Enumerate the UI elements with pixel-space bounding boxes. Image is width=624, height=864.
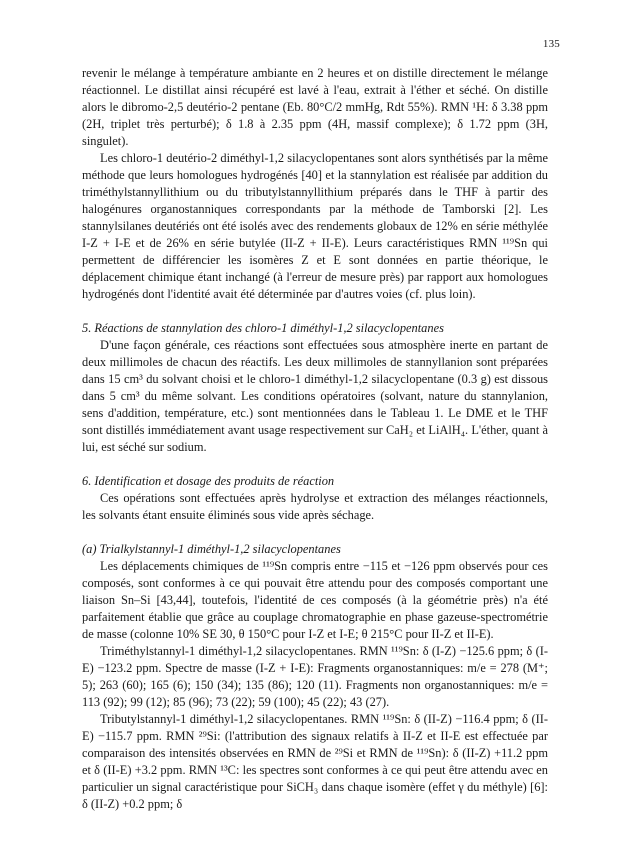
page-number: 135 [542, 38, 560, 50]
section-heading-5: 5. Réactions de stannylation des chloro-1 diméthyl-1,2 silacyclopentanes [82, 321, 444, 335]
paragraph-4: Ces opérations sont effectuées après hydrolyse et extraction des mélanges réactionnels, les solvants étant ensuite éliminés sous vide après séchage. [82, 491, 548, 522]
spacer [82, 456, 548, 463]
paragraph-7: Tributylstannyl-1 diméthyl-1,2 silacyclopentanes. RMN ¹¹⁹Sn: δ (II-Z) −116.4 ppm; δ (II-E) −115.7 ppm. RMN ²⁹Si: (l'attribution des signaux relatifs à II-Z et II-E est effectuée par comparaison des intensités observées en RMN de ²⁹Si et RMN de ¹¹⁹Sn): δ (II-Z) +11.2 ppm et δ (II-E) +3.2 ppm. RMN ¹³C: les spectres sont conformes à ce qui peut être attendu avec en particulier un signal caractéristique pour SiCH₃ dans chaque isomère (effet γ du méthyle) [6]: δ (II-Z) +0.2 ppm; δ [82, 712, 548, 811]
paragraph-6: Triméthylstannyl-1 diméthyl-1,2 silacyclopentanes. RMN ¹¹⁹Sn: δ (I-Z) −125.6 ppm; δ (I-E) −123.2 ppm. Spectre de masse (I-Z + I-E): Fragments organostanniques: m/e = 278 (M⁺; 5); 263 (60); 165 (6); 150 (34); 135 (86); 120 (11). Fragments non organostanniques: m/e = 113 (92); 99 (12); 85 (96); 73 (22); 59 (100); 45 (22); 43 (27). [82, 644, 548, 709]
paragraph-5: Les déplacements chimiques de ¹¹⁹Sn compris entre −115 et −126 ppm observés pour ces composés, sont conformes à ce qui pouvait être attendu pour des composés comportant une liaison Sn–Si [43,44], toutefois, l'identité de ces composés (à la géométrie près) n'a été parfaitement établie que grâce au couplage chromatographie en phase gazeuse-spectrométrie de masse (colonne 10% SE 30, θ 150°C pour I-Z et I-E; θ 215°C pour II-Z et II-E). [82, 559, 548, 641]
spacer [82, 524, 548, 531]
paragraph-2: Les chloro-1 deutério-2 diméthyl-1,2 silacyclopentanes sont alors synthétisés par la même méthode que leurs homologues hydrogénés [40] et la stannylation est réalisée par addition du triméthylstannyllithium ou du tributylstannyllithium préparés dans le THF à partir des halogénures organostanniques correspondants par la méthode de Tamborski [2]. Les stannylsilanes deutériés ont été isolés avec des rendements globaux de 12% en série méthylée I-Z + I-E et de 26% en série butylée (II-Z + II-E). Leurs caractéristiques RMN ¹¹⁹Sn qui permettent de différencier les isomères Z et E sont données en partie théorique, le déplacement chimique étant inchangé (à l'erreur de mesure près) par rapport aux homologues hydrogénés dont l'identité avait été déterminée par d'autres voies (cf. plus loin). [82, 151, 548, 301]
subsection-heading-a: (a) Trialkylstannyl-1 diméthyl-1,2 silacyclopentanes [82, 542, 341, 556]
main-text [82, 65, 548, 813]
paragraph-1: revenir le mélange à température ambiante en 2 heures et on distille directement le mélange réactionnel. Le distillat ainsi récupéré est lavé à l'eau, extrait à l'éther et séché. On distille alors le dibromo-2,5 deutério-2 pentane (Eb. 80°C/2 mmHg, Rdt 55%). RMN ¹H: δ 3.38 ppm (2H, triplet très perturbé); δ 1.8 à 2.35 ppm (4H, massif complexe); δ 1.72 ppm (3H, singulet). [82, 66, 548, 148]
spacer [82, 303, 548, 310]
paragraph-3: D'une façon générale, ces réactions sont effectuées sous atmosphère inerte en partant de deux millimoles de chacun des réactifs. Les deux millimoles de stannyllanion sont préparées dans 15 cm³ du solvant choisi et le chloro-1 diméthyl-1,2 silacyclopentane (0.3 g) est dissous dans 5 cm³ du même solvant. Les conditions opératoires (solvant, nature du stannylanion, sens d'addition, température, etc.) sont mentionnées dans le Tableau 1. Le DME et le THF sont distillés immédiatement avant usage respectivement sur CaH₂ et LiAlH₄. L'éther, quant à lui, est séché sur sodium. [82, 338, 548, 454]
section-heading-6: 6. Identification et dosage des produits de réaction [82, 474, 335, 488]
